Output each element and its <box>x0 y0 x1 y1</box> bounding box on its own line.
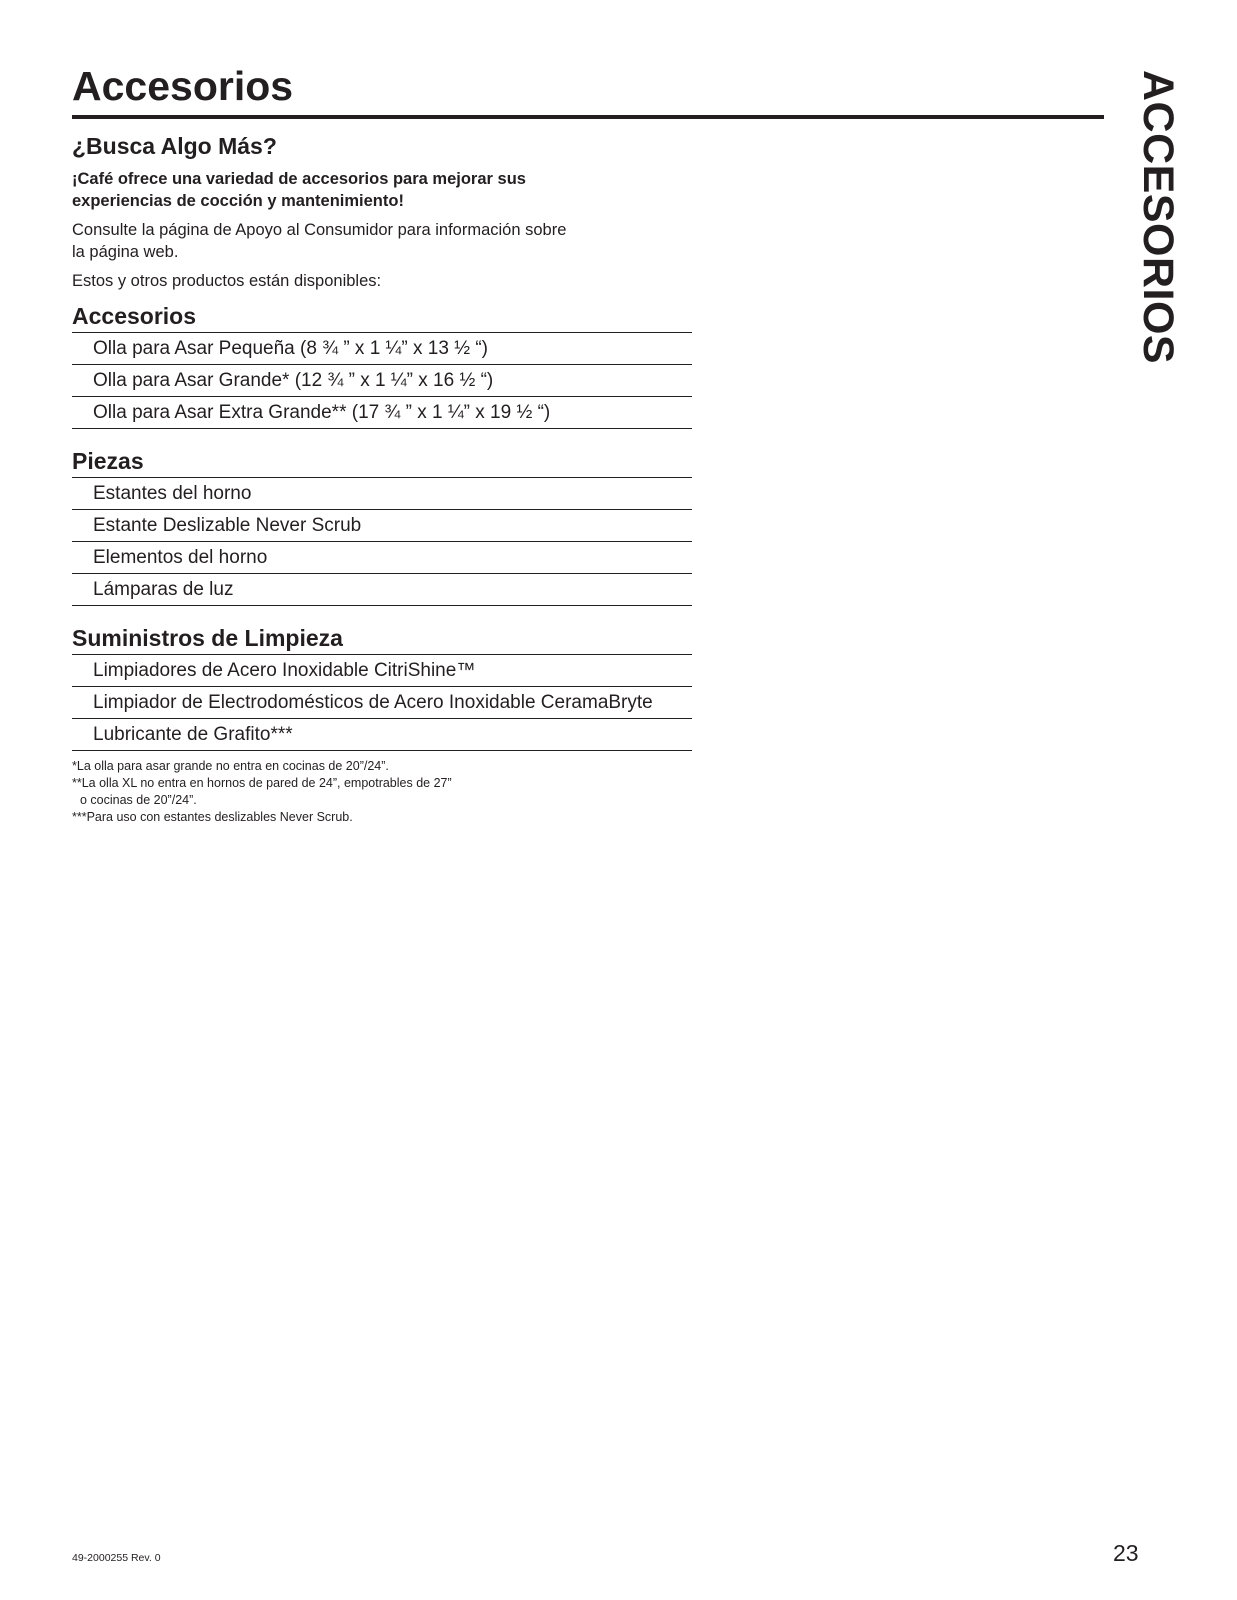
side-section-tab: ACCESORIOS <box>1134 70 1182 365</box>
list-item: Estante Deslizable Never Scrub <box>72 510 692 542</box>
footnote: ***Para uso con estantes deslizables Never Scrub. <box>72 810 353 824</box>
intro-available-text: Estos y otros productos están disponibles: <box>72 272 382 290</box>
list-item: Elementos del horno <box>72 542 692 574</box>
list-item: Olla para Asar Extra Grande** (17 ¾ ” x 1 ¼” x 19 ½ “) <box>72 397 692 429</box>
list-item: Olla para Asar Pequeña (8 ¾ ” x 1 ¼” x 13 ½ “) <box>72 333 692 365</box>
intro-consult-text: Consulte la página de Apoyo al Consumidor para información sobre la página web. <box>72 221 567 261</box>
piezas-list <box>72 478 692 606</box>
section-heading-limpieza: Suministros de Limpieza <box>72 624 692 655</box>
accesorios-list <box>72 333 692 429</box>
list-item: Limpiadores de Acero Inoxidable CitriShine™ <box>72 655 692 687</box>
main-column <box>72 128 692 826</box>
section-heading-accesorios: Accesorios <box>72 302 692 333</box>
list-item: Lámparas de luz <box>72 574 692 606</box>
limpieza-list <box>72 655 692 751</box>
intro-heading: ¿Busca Algo Más? <box>72 133 277 159</box>
list-item: Limpiador de Electrodomésticos de Acero Inoxidable CeramaBryte <box>72 687 692 719</box>
list-item: Estantes del horno <box>72 478 692 510</box>
title-divider <box>72 115 1104 119</box>
list-item: Olla para Asar Grande* (12 ¾ ” x 1 ¼” x 16 ½ “) <box>72 365 692 397</box>
footnotes <box>72 758 692 826</box>
intro-lead: ¡Café ofrece una variedad de accesorios para mejorar sus experiencias de cocción y mantenimiento! <box>72 170 526 210</box>
footnote: o cocinas de 20”/24”. <box>80 793 197 807</box>
list-item: Lubricante de Grafito*** <box>72 719 692 751</box>
section-heading-piezas: Piezas <box>72 447 692 478</box>
page-number: 23 <box>1113 1540 1139 1566</box>
footnote: *La olla para asar grande no entra en cocinas de 20”/24”. <box>72 759 389 773</box>
page-title: Accesorios <box>72 63 294 109</box>
document-number: 49-2000255 Rev. 0 <box>72 1552 161 1564</box>
footnote: **La olla XL no entra en hornos de pared de 24”, empotrables de 27” <box>72 776 452 790</box>
